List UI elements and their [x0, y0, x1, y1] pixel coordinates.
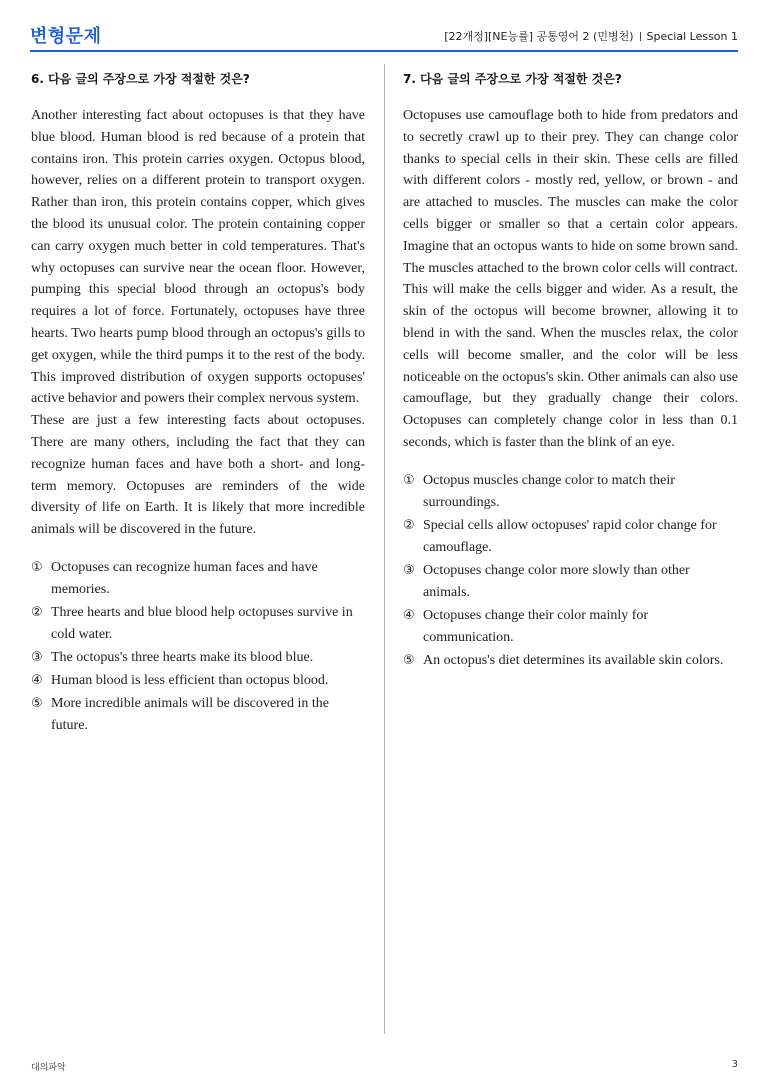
column-divider: [384, 64, 385, 1034]
answer-option-1[interactable]: [31, 557, 365, 601]
option-number: ⑤: [403, 652, 415, 668]
answer-option-3[interactable]: [31, 647, 365, 669]
answer-option-4[interactable]: [403, 605, 738, 649]
lesson-name: Special Lesson 1: [646, 30, 738, 43]
option-number: ①: [31, 559, 43, 575]
option-number: ⑤: [31, 695, 43, 711]
passage-paragraph: Another interesting fact about octopuses is that they have blue blood. Human blood is red because of a protein that contains iron. This protein carries oxygen. Octopus blood, however, relies on a different protein to transport oxygen. Rather than iron, this protein contains copper, which gives the blood its unusual color. The protein containing copper can carry oxygen much better in cold temperatures. That's why octopuses can survive near the ocean floor. However, pumping this special blood through an octopus's body requires a lot of force. Fortunately, octopuses have three hearts. Two hearts pump blood through an octopus's gills to get oxygen, while the third pumps it to the rest of the body. This improved distribution of oxygen supports octopuses' active behavior and powers their complex nervous system.: [31, 108, 365, 407]
option-text: Three hearts and blue blood help octopuses survive in cold water.: [51, 604, 353, 642]
option-text: Special cells allow octopuses' rapid color change for camouflage.: [423, 517, 717, 555]
option-number: ④: [31, 672, 43, 688]
course-name: [22개정][NE능률] 공통영어 2 (민병천): [444, 30, 634, 43]
option-text: An octopus's diet determines its available skin colors.: [423, 652, 724, 668]
answer-option-3[interactable]: [403, 560, 738, 604]
answer-option-1[interactable]: [403, 470, 738, 514]
answer-options: [31, 557, 365, 737]
question-title: 6. 다음 글의 주장으로 가장 적절한 것은?: [31, 72, 250, 86]
passage-paragraph: Octopuses use camouflage both to hide from predators and to secretly crawl up to their prey. They can change color thanks to special cells in their skin. These cells are filled with different colors - mostly red, yellow, or brown - and are attached to muscles. The muscles can make the color cells bigger or smaller so that a certain color appears. Imagine that an octopus wants to hide on some brown sand. The muscles attached to the brown color cells will contract. This will make the cells bigger and wider. As a result, the skin of the octopus will become browner, allowing it to blend in with the sand. When the muscles relax, the color cells will become smaller, and the color will be less noticeable on the octopus's skin. Other animals can also use camouflage, but they gradually change their colors. Octopuses can completely change color in less than 0.1 seconds, which is faster than the blink of an eye.: [403, 108, 738, 450]
option-text: Octopus muscles change color to match their surroundings.: [423, 472, 675, 510]
option-number: ③: [403, 562, 415, 578]
option-number: ②: [31, 604, 43, 620]
page-number: 3: [731, 1059, 738, 1070]
answer-option-2[interactable]: [403, 515, 738, 559]
footer-category: 대의파악: [31, 1063, 66, 1073]
option-number: ③: [31, 649, 43, 665]
passage: [403, 105, 738, 454]
answer-option-4[interactable]: [31, 670, 365, 692]
option-number: ④: [403, 607, 415, 623]
question-title: 7. 다음 글의 주장으로 가장 적절한 것은?: [403, 72, 622, 86]
option-number: ②: [403, 517, 415, 533]
course-info: [444, 28, 738, 44]
option-text: Human blood is less efficient than octopus blood.: [51, 672, 329, 688]
answer-option-5[interactable]: [403, 650, 738, 672]
passage-paragraph: These are just a few interesting facts about octopuses. There are many others, including the fact that they can recognize human faces and have both a short- and long-term memory. Octopuses are reminders of the wide diversity of life on Earth. It is likely that more incredible animals will be discovered in the future.: [31, 413, 365, 538]
answer-option-2[interactable]: [31, 602, 365, 646]
option-number: ①: [403, 472, 415, 488]
header-separator: [640, 32, 641, 41]
option-text: Octopuses can recognize human faces and have memories.: [51, 559, 318, 597]
option-text: Octopuses change color more slowly than other animals.: [423, 562, 690, 600]
option-text: Octopuses change their color mainly for communication.: [423, 607, 649, 645]
question-6: [31, 70, 365, 738]
brand-title: 변형문제: [30, 26, 102, 47]
option-text: The octopus's three hearts make its blood blue.: [51, 649, 314, 665]
question-7: [403, 70, 738, 673]
passage: [31, 105, 365, 541]
page-header: [30, 0, 738, 52]
answer-options: [403, 470, 738, 672]
option-text: More incredible animals will be discovered in the future.: [51, 695, 329, 733]
answer-option-5[interactable]: [31, 693, 365, 737]
